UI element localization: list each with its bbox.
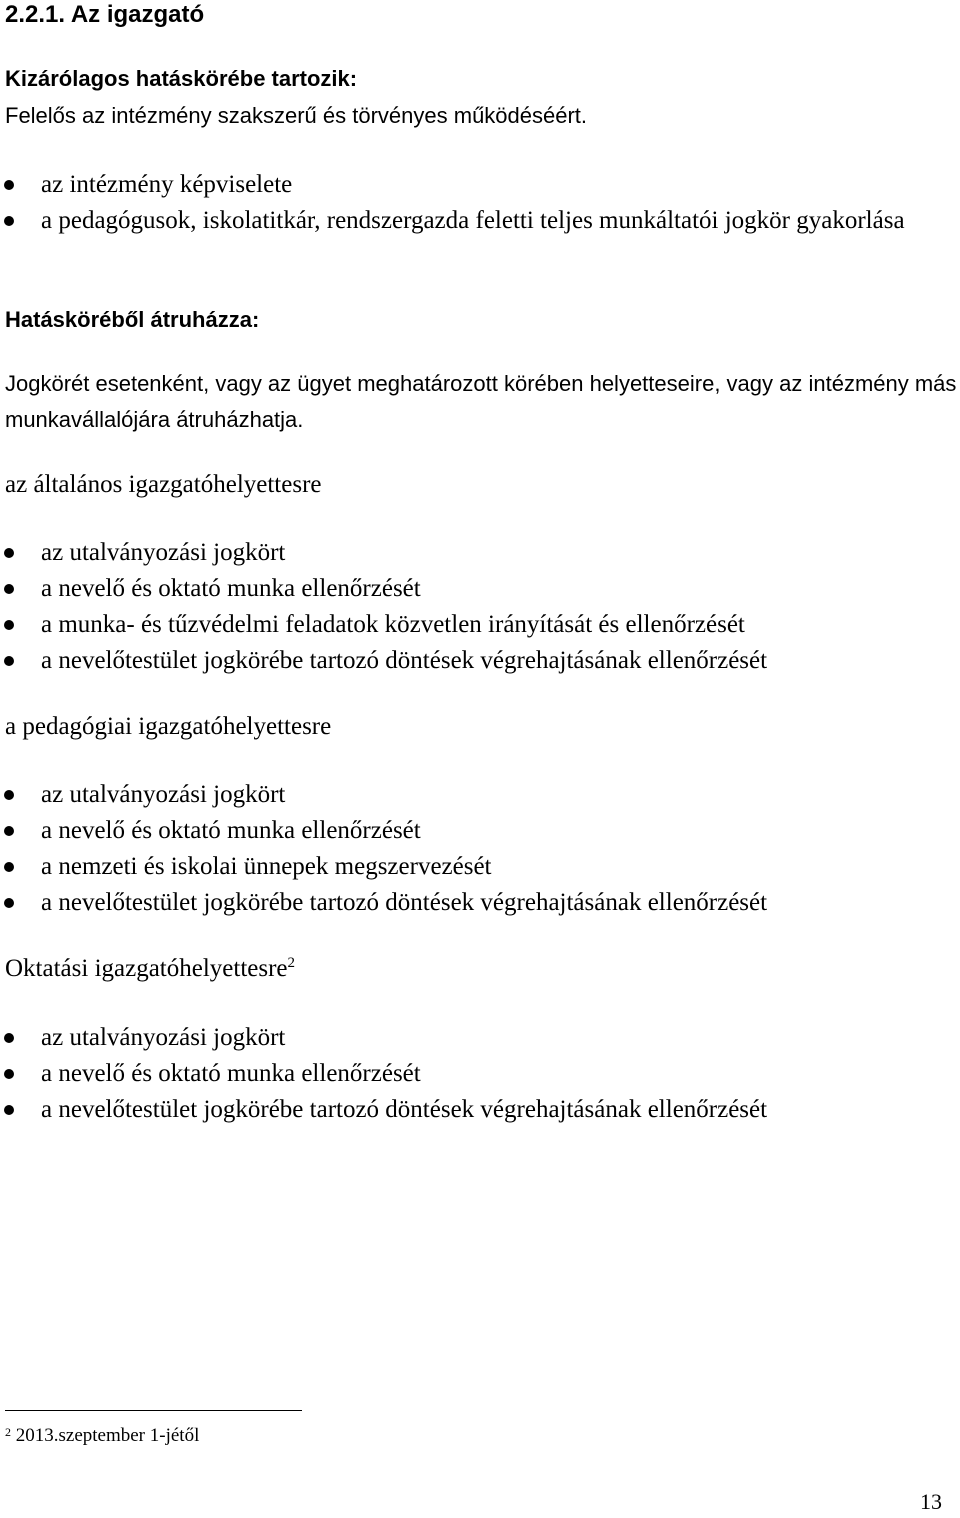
list-item: a nevelő és oktató munka ellenőrzését: [0, 571, 767, 607]
bullet-icon: [4, 1069, 14, 1079]
list-item: a nevelő és oktató munka ellenőrzését: [0, 813, 767, 849]
bullet-icon: [4, 180, 14, 190]
delegation-paragraph: Jogkörét esetenként, vagy az ügyet meghatározott körében helyetteseire, vagy az intézmény más munkavállalójára átruházhatja.: [5, 371, 957, 432]
list-item: a nevelő és oktató munka ellenőrzését: [0, 1056, 767, 1092]
list-item: a nevelőtestület jogkörébe tartozó döntések végrehajtásának ellenőrzését: [0, 885, 767, 921]
general-deputy-list: [0, 535, 767, 679]
bullet-icon: [4, 826, 14, 836]
list-item: a munka- és tűzvédelmi feladatok közvetlen irányítását és ellenőrzését: [0, 607, 767, 643]
education-deputy-list: [0, 1020, 767, 1128]
pedagogical-deputy-heading: a pedagógiai igazgatóhelyettesre: [5, 713, 332, 740]
delegation-heading: Hatásköréből átruházza:: [5, 307, 260, 332]
exclusive-list: [0, 167, 951, 239]
footnote-ref: 2: [287, 955, 296, 971]
bullet-icon: [4, 620, 14, 630]
bullet-icon: [4, 548, 14, 558]
section-title: 2.2.1. Az igazgató: [5, 1, 205, 28]
exclusive-intro: Felelős az intézmény szakszerű és törvényes működéséért.: [5, 103, 588, 128]
footnote-number: 2: [5, 1425, 11, 1439]
footnote-text: 2013.szeptember 1-jétől: [15, 1425, 200, 1446]
bullet-icon: [4, 898, 14, 908]
bullet-icon: [4, 656, 14, 666]
list-item: az utalványozási jogkört: [0, 777, 767, 813]
page-number: 13: [920, 1489, 942, 1514]
education-deputy-heading: Oktatási igazgatóhelyettesre$^2$: [5, 955, 296, 982]
exclusive-heading: Kizárólagos hatáskörébe tartozik:: [5, 66, 358, 91]
pedagogical-deputy-list: [0, 777, 767, 921]
list-item: a pedagógusok, iskolatitkár, rendszergazda feletti teljes munkáltatói jogkör gyakorlása: [0, 203, 951, 239]
bullet-icon: [4, 584, 14, 594]
list-item: a nevelőtestület jogkörébe tartozó döntések végrehajtásának ellenőrzését: [0, 643, 767, 679]
list-item: az intézmény képviselete: [0, 167, 951, 203]
list-item: az utalványozási jogkört: [0, 535, 767, 571]
bullet-icon: [4, 862, 14, 872]
list-item: az utalványozási jogkört: [0, 1020, 767, 1056]
general-deputy-heading: az általános igazgatóhelyettesre: [5, 471, 322, 498]
bullet-icon: [4, 1033, 14, 1043]
bullet-icon: [4, 790, 14, 800]
list-item: a nevelőtestület jogkörébe tartozó döntések végrehajtásának ellenőrzését: [0, 1092, 767, 1128]
footnote: [5, 1424, 199, 1448]
bullet-icon: [4, 216, 14, 226]
footnote-separator: [5, 1410, 302, 1411]
list-item: a nemzeti és iskolai ünnepek megszervezését: [0, 849, 767, 885]
bullet-icon: [4, 1105, 14, 1115]
